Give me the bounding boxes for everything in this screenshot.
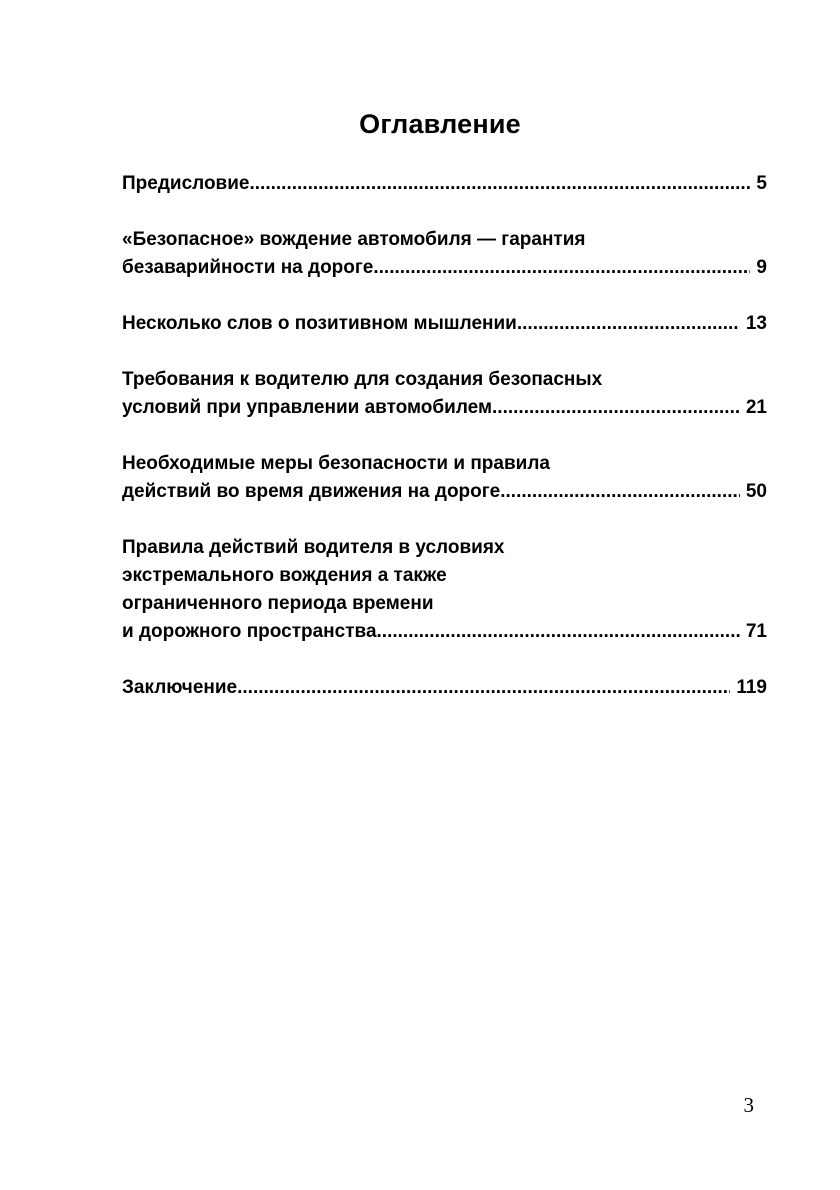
dot-leader [500, 478, 740, 506]
toc-entry-title-line: Правила действий водителя в условиях [122, 537, 505, 558]
toc-page-number: 9 [756, 257, 767, 278]
toc-entry-safe-driving[interactable] [122, 226, 767, 282]
dot-leader [492, 394, 740, 422]
toc-page-number: 71 [745, 621, 767, 642]
toc-entry-title: и дорожного пространства [122, 621, 377, 642]
toc-entry-last-line [122, 170, 767, 198]
toc-entry-safety-measures[interactable] [122, 450, 767, 506]
toc-entry-title-line: ограниченного периода времени [122, 593, 434, 614]
page-title: Оглавление [359, 109, 521, 139]
toc-page-number: 5 [756, 173, 767, 194]
dot-leader [377, 618, 740, 646]
dot-leader [237, 674, 730, 702]
toc-page-number: 21 [745, 397, 767, 418]
toc-page-number: 13 [745, 313, 767, 334]
toc-entry-title-line: Необходимые меры безопасности и правила [122, 453, 550, 474]
toc-entry-title: Заключение [122, 677, 238, 698]
toc-entry-title: безаварийности на дороге [122, 257, 374, 278]
toc-entry-title-line: экстремального вождения а также [122, 565, 447, 586]
dot-leader [517, 310, 740, 338]
dot-leader [373, 254, 750, 282]
page-number: 3 [743, 1093, 754, 1117]
toc-entry-extreme-driving[interactable] [122, 534, 767, 646]
toc-entry-last-line [122, 254, 767, 282]
toc-page-number: 119 [736, 677, 767, 698]
toc-entry-conclusion[interactable] [122, 674, 767, 702]
toc-entry-title: Предисловие [122, 173, 250, 194]
toc-entry-driver-requirements[interactable] [122, 366, 767, 422]
dot-leader [250, 170, 751, 198]
toc-entry-last-line [122, 478, 767, 506]
toc-entry-title: условий при управлении автомобилем [122, 397, 493, 418]
toc-entry-last-line [122, 674, 767, 702]
toc-entry-title: действий во время движения на дороге [122, 481, 501, 502]
toc-entry-last-line [122, 394, 767, 422]
toc-entry-last-line [122, 618, 767, 646]
toc-entry-title-line: «Безопасное» вождение автомобиля — гарантия [122, 229, 586, 250]
toc-page-number: 50 [745, 481, 767, 502]
toc-entry-last-line [122, 310, 767, 338]
toc-entry-preface[interactable] [122, 170, 767, 198]
table-of-contents [122, 170, 767, 730]
toc-entry-title-line: Требования к водителю для создания безопасных [122, 369, 603, 390]
toc-entry-title: Несколько слов о позитивном мышлении [122, 313, 517, 334]
toc-entry-positive-thinking[interactable] [122, 310, 767, 338]
